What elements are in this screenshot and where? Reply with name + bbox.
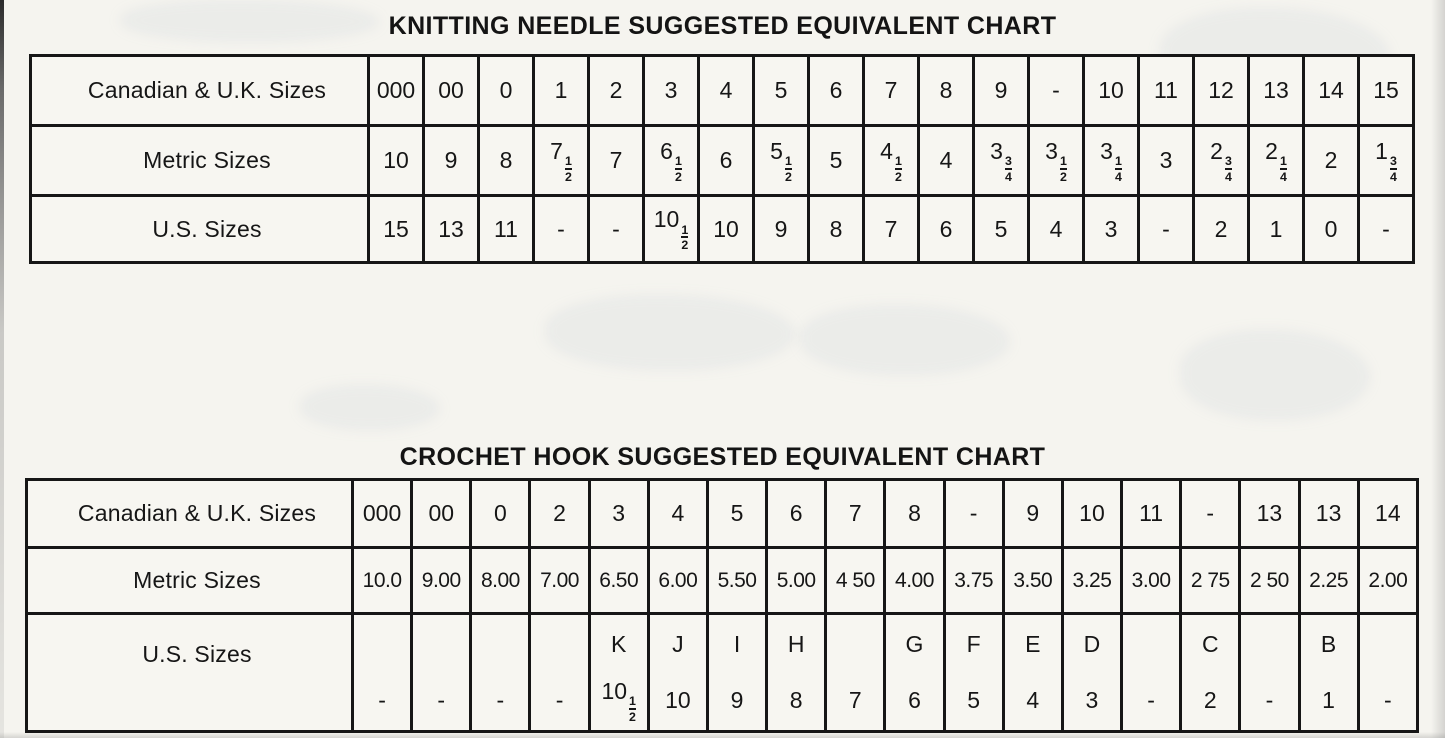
us-number: - <box>1147 687 1155 713</box>
size-cell: - <box>1181 480 1240 548</box>
us-number: 10 $\frac{1}{2}$ <box>601 677 636 724</box>
us-number: - <box>496 687 505 713</box>
knitting-chart-title: KNITTING NEEDLE SUGGESTED EQUIVALENT CHART <box>388 12 1057 40</box>
stacked-fraction: $\frac{1}{2}$ <box>674 154 682 184</box>
size-cell: - <box>534 196 589 263</box>
row-label: U.S. Sizes <box>31 196 369 263</box>
size-cell: 6.00 <box>648 548 707 614</box>
us-letter: D <box>1083 631 1101 657</box>
size-cell: 3 <box>1139 126 1194 196</box>
size-cell: - <box>1029 56 1084 126</box>
size-cell: 2 <box>530 480 589 548</box>
scan-artifact <box>1180 330 1370 420</box>
size-cell: 0 <box>479 56 534 126</box>
size-cell: 000 <box>369 56 424 126</box>
size-cell: 2.00 <box>1358 548 1417 614</box>
stacked-fraction: $\frac{1}{4}$ <box>1114 154 1122 184</box>
size-cell: 2.25 <box>1299 548 1358 614</box>
us-size-cell <box>354 617 410 729</box>
size-cell: 4.00 <box>885 548 944 614</box>
size-cell: 3 <box>589 480 648 548</box>
size-cell: 2 <box>1194 196 1249 263</box>
size-cell <box>1181 614 1240 732</box>
size-cell: 15 <box>369 196 424 263</box>
us-number: - <box>1265 687 1274 713</box>
us-size-cell <box>650 617 706 729</box>
us-letter: B <box>1320 631 1337 657</box>
size-cell: 3.25 <box>1062 548 1121 614</box>
us-size-cell <box>827 617 883 729</box>
size-cell: 7 <box>864 56 919 126</box>
size-cell: 3.00 <box>1122 548 1181 614</box>
us-size-cell <box>886 617 942 729</box>
size-cell: 5.50 <box>707 548 766 614</box>
us-number: 7 <box>848 687 862 713</box>
size-cell: - <box>589 196 644 263</box>
size-cell: 8 <box>919 56 974 126</box>
size-cell: 6 <box>919 196 974 263</box>
row-label: Canadian & U.K. Sizes <box>31 56 369 126</box>
us-size-cell <box>709 617 765 729</box>
us-number: 6 <box>908 687 921 713</box>
size-cell <box>648 614 707 732</box>
size-cell: 7.00 <box>530 548 589 614</box>
size-cell: 0 <box>471 480 530 548</box>
size-cell: 3 <box>1084 196 1139 263</box>
size-cell <box>1122 614 1181 732</box>
scan-artifact <box>800 305 1010 375</box>
size-cell: 2 <box>589 56 644 126</box>
scan-artifact <box>545 295 795 370</box>
size-cell: 1 <box>534 56 589 126</box>
size-cell: 6 <box>699 126 754 196</box>
size-cell: 4 <box>919 126 974 196</box>
table-row <box>27 548 1418 614</box>
us-number: 9 <box>730 687 744 713</box>
size-cell: 13 <box>424 196 479 263</box>
us-size-cell <box>1241 617 1297 729</box>
size-cell <box>530 614 589 732</box>
us-number: 2 <box>1203 687 1217 713</box>
size-cell: 0 <box>1304 196 1359 263</box>
us-size-cell <box>768 617 824 729</box>
size-cell: 8 <box>885 480 944 548</box>
row-label: Canadian & U.K. Sizes <box>27 480 353 548</box>
stacked-fraction: $\frac{3}{4}$ <box>1224 154 1232 184</box>
size-cell: 4 <box>648 480 707 548</box>
size-cell: 3.50 <box>1003 548 1062 614</box>
size-cell <box>1062 614 1121 732</box>
stacked-fraction: $\frac{1}{2}$ <box>894 154 902 184</box>
size-cell: 7 <box>864 196 919 263</box>
us-number: 5 <box>967 687 981 713</box>
size-cell: 9 <box>424 126 479 196</box>
size-cell: - <box>1139 196 1194 263</box>
us-size-cell <box>946 617 1002 729</box>
stacked-fraction: $\frac{1}{4}$ <box>1279 154 1287 184</box>
size-cell: 15 <box>1359 56 1414 126</box>
us-number: - <box>1383 687 1392 713</box>
size-cell: 5 <box>809 126 864 196</box>
size-cell: 13 <box>1299 480 1358 548</box>
size-cell: 6.50 <box>589 548 648 614</box>
us-number: - <box>555 687 564 713</box>
size-cell: 5 $\frac{1}{2}$ <box>754 126 809 196</box>
size-cell: 10 <box>699 196 754 263</box>
us-number: - <box>437 687 446 713</box>
us-letter: C <box>1201 631 1219 657</box>
size-cell: - <box>944 480 1003 548</box>
size-cell: 6 <box>809 56 864 126</box>
size-cell: 7 $\frac{1}{2}$ <box>534 126 589 196</box>
size-cell: 2 50 <box>1240 548 1299 614</box>
size-cell: 3 <box>644 56 699 126</box>
size-cell <box>767 614 826 732</box>
size-cell: 6 $\frac{1}{2}$ <box>644 126 699 196</box>
size-cell: 2 <box>1304 126 1359 196</box>
size-cell: 7 <box>589 126 644 196</box>
stacked-fraction: $\frac{1}{2}$ <box>1059 154 1067 184</box>
size-cell <box>1299 614 1358 732</box>
size-cell: 3 $\frac{1}{2}$ <box>1029 126 1084 196</box>
size-cell: 5 <box>754 56 809 126</box>
row-label: Metric Sizes <box>27 548 353 614</box>
size-cell: 000 <box>353 480 412 548</box>
us-letter: E <box>1025 631 1041 657</box>
table-row <box>27 480 1418 548</box>
us-letter: G <box>905 631 924 657</box>
us-number: 3 <box>1085 687 1099 713</box>
us-number: - <box>378 687 386 713</box>
us-letter: I <box>733 631 741 657</box>
stacked-fraction: $\frac{1}{2}$ <box>681 222 689 253</box>
size-cell: 1 $\frac{3}{4}$ <box>1359 126 1414 196</box>
size-cell: 10 <box>369 126 424 196</box>
us-letter: K <box>611 631 627 657</box>
size-cell: 10 <box>1084 56 1139 126</box>
crochet-chart-title: CROCHET HOOK SUGGESTED EQUIVALENT CHART <box>399 443 1046 471</box>
size-cell: 7 <box>826 480 885 548</box>
size-cell: 4 <box>1029 196 1084 263</box>
size-cell: 9 <box>754 196 809 263</box>
us-size-cell <box>1360 617 1416 729</box>
size-cell: 4 50 <box>826 548 885 614</box>
size-cell <box>1358 614 1417 732</box>
us-size-cell <box>1123 617 1179 729</box>
scan-artifact <box>300 385 440 430</box>
table-row <box>31 56 1414 126</box>
size-cell: 13 <box>1249 56 1304 126</box>
size-cell: 00 <box>412 480 471 548</box>
stacked-fraction: $\frac{3}{4}$ <box>1389 154 1397 184</box>
size-cell: 4 <box>699 56 754 126</box>
us-size-cell <box>413 617 469 729</box>
size-cell: 9.00 <box>412 548 471 614</box>
row-label: U.S. Sizes <box>27 614 353 732</box>
row-label: Metric Sizes <box>31 126 369 196</box>
size-cell <box>353 614 412 732</box>
size-cell <box>412 614 471 732</box>
us-number: 8 <box>789 687 803 713</box>
scan-edge-left <box>0 0 4 738</box>
size-cell: - <box>1359 196 1414 263</box>
size-cell: 5 <box>974 196 1029 263</box>
size-cell <box>471 614 530 732</box>
us-letter: H <box>787 631 805 657</box>
us-number: 4 <box>1026 687 1040 713</box>
size-cell <box>707 614 766 732</box>
size-cell: 3 $\frac{3}{4}$ <box>974 126 1029 196</box>
size-cell: 10 $\frac{1}{2}$ <box>644 196 699 263</box>
size-cell <box>826 614 885 732</box>
stacked-fraction: $\frac{1}{2}$ <box>564 154 572 184</box>
size-cell: 11 <box>1122 480 1181 548</box>
size-cell: 10 <box>1062 480 1121 548</box>
us-letter: F <box>966 631 981 657</box>
crochet-hook-table <box>25 478 1419 733</box>
table-row <box>31 126 1414 196</box>
size-cell: 3.75 <box>944 548 1003 614</box>
size-cell: 8.00 <box>471 548 530 614</box>
size-cell: 5.00 <box>767 548 826 614</box>
table-row <box>31 196 1414 263</box>
size-cell: 2 75 <box>1181 548 1240 614</box>
size-cell: 2 $\frac{1}{4}$ <box>1249 126 1304 196</box>
size-cell <box>1240 614 1299 732</box>
size-cell: 14 <box>1358 480 1417 548</box>
stacked-fraction: $\frac{1}{2}$ <box>629 694 636 724</box>
us-size-cell <box>1182 617 1238 729</box>
size-cell: 1 <box>1249 196 1304 263</box>
size-cell: 2 $\frac{3}{4}$ <box>1194 126 1249 196</box>
size-cell <box>1003 614 1062 732</box>
us-size-cell <box>1005 617 1061 729</box>
size-cell <box>944 614 1003 732</box>
us-number: 10 <box>665 687 691 713</box>
size-cell: 14 <box>1304 56 1359 126</box>
stacked-fraction: $\frac{3}{4}$ <box>1004 154 1012 184</box>
us-letter: J <box>672 631 684 657</box>
us-size-cell <box>472 617 528 729</box>
size-cell <box>885 614 944 732</box>
size-cell: 10.0 <box>353 548 412 614</box>
us-number: 1 <box>1322 687 1335 713</box>
size-cell: 13 <box>1240 480 1299 548</box>
size-cell: 00 <box>424 56 479 126</box>
stacked-fraction: $\frac{1}{2}$ <box>784 154 792 184</box>
size-cell: 11 <box>479 196 534 263</box>
us-size-cell <box>1064 617 1120 729</box>
size-cell: 9 <box>1003 480 1062 548</box>
size-cell: 9 <box>974 56 1029 126</box>
size-cell: 5 <box>707 480 766 548</box>
us-size-cell <box>531 617 587 729</box>
size-cell: 4 $\frac{1}{2}$ <box>864 126 919 196</box>
table-row <box>27 614 1418 732</box>
us-size-cell <box>1301 617 1357 729</box>
scan-edge-right <box>1431 0 1445 738</box>
size-cell: 8 <box>479 126 534 196</box>
size-cell: 11 <box>1139 56 1194 126</box>
size-cell: 3 $\frac{1}{4}$ <box>1084 126 1139 196</box>
size-cell: 6 <box>767 480 826 548</box>
knitting-needle-table <box>29 54 1415 264</box>
size-cell <box>589 614 648 732</box>
size-cell: 8 <box>809 196 864 263</box>
us-size-cell <box>591 617 647 729</box>
size-cell: 12 <box>1194 56 1249 126</box>
